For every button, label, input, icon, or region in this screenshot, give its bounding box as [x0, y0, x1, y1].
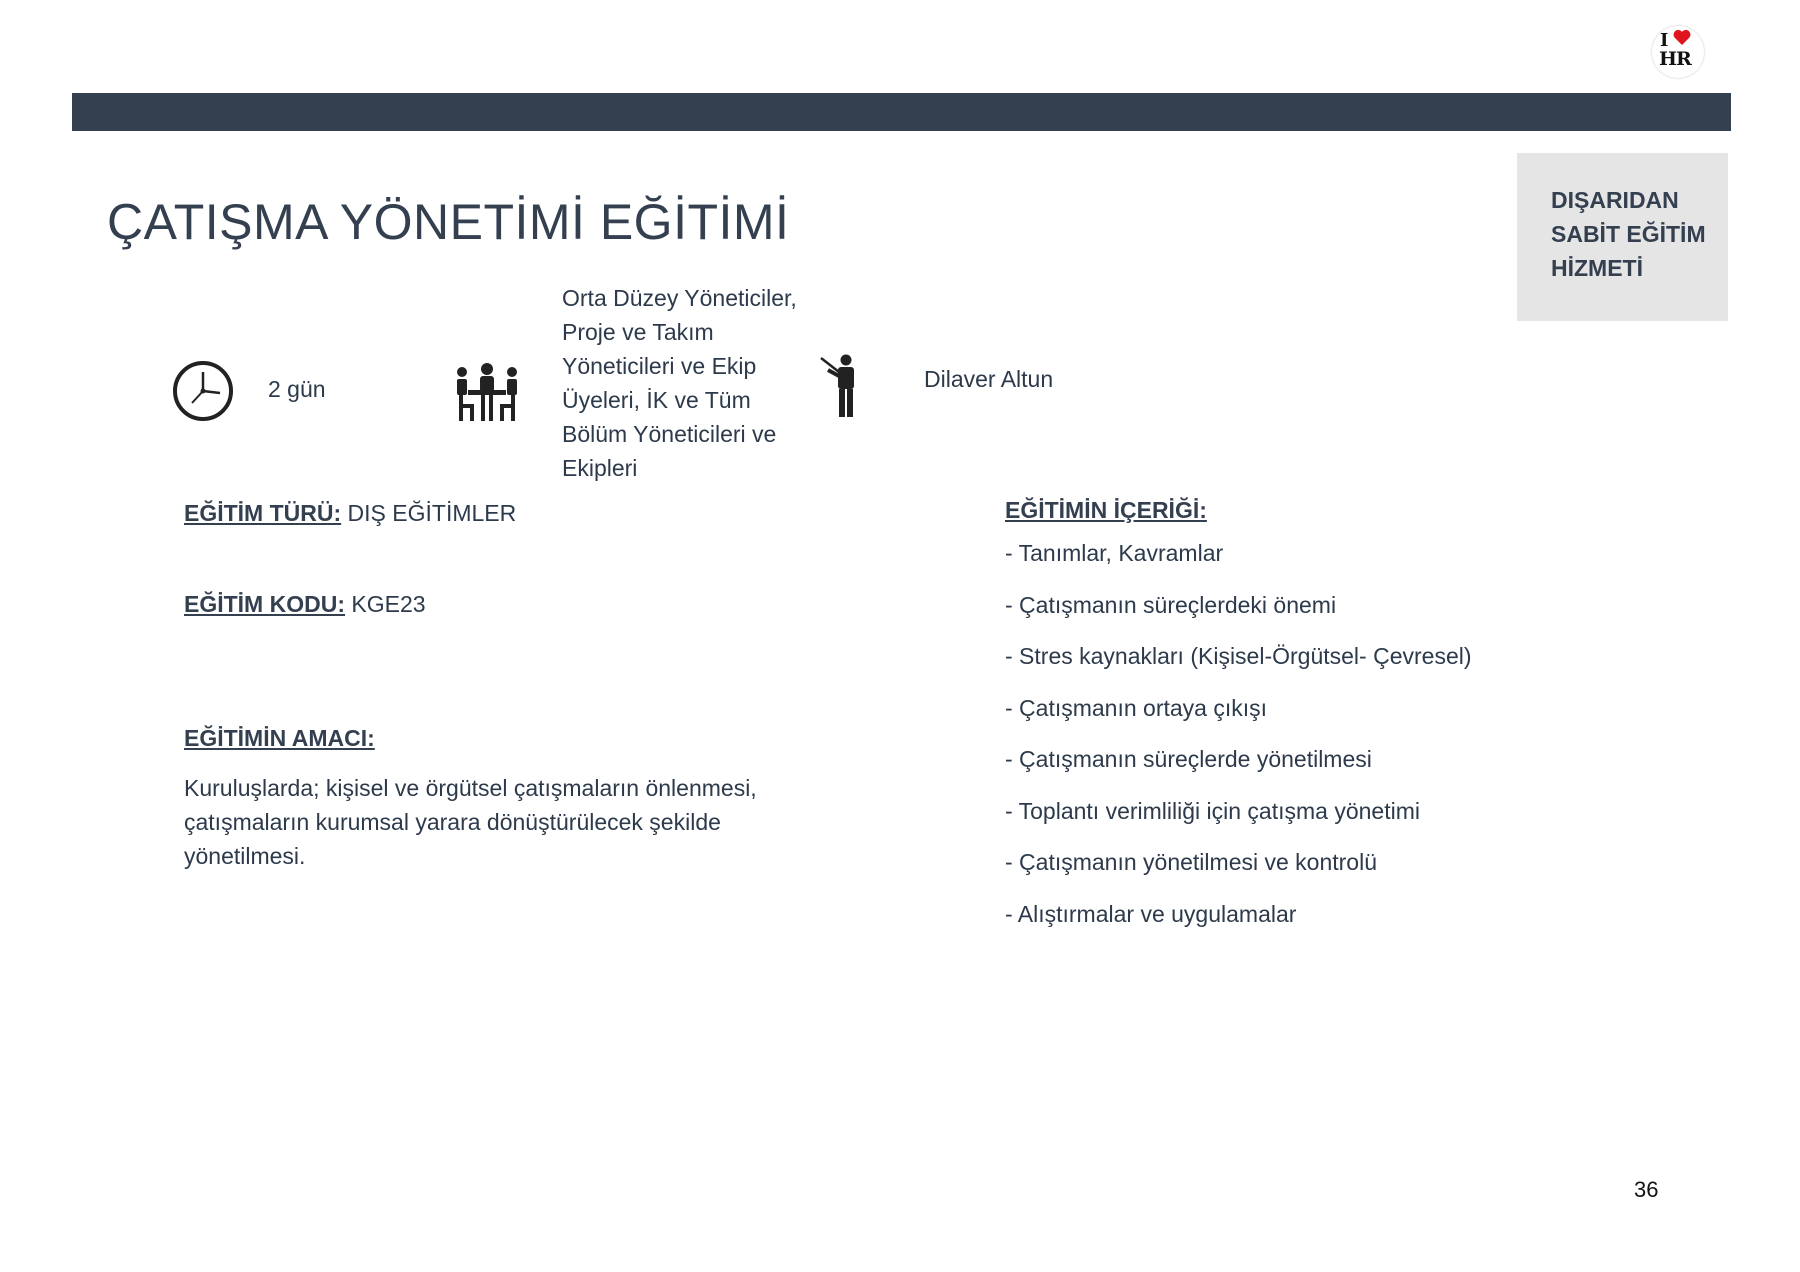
audience-value: Orta Düzey Yöneticiler, Proje ve Takım Yöneticileri ve Ekip Üyeleri, İK ve Tüm Bölüm Yöneticileri ve Ekipleri	[562, 285, 797, 481]
list-item: - Tanımlar, Kavramlar	[1005, 540, 1224, 566]
list-item: - Çatışmanın süreçlerde yönetilmesi	[1005, 746, 1372, 772]
tag-line: SABİT EĞİTİM	[1551, 221, 1706, 247]
list-item: - Stres kaynakları (Kişisel-Örgütsel- Çevresel)	[1005, 643, 1472, 669]
heart-icon	[1672, 27, 1692, 47]
list-item: - Çatışmanın süreçlerdeki önemi	[1005, 591, 1337, 618]
logo-text-i: I	[1660, 30, 1669, 51]
duration-value: 2 gün	[268, 376, 326, 402]
purpose-heading: EĞİTİMİN AMACI:	[184, 725, 375, 751]
presenter-icon	[818, 354, 860, 418]
tag-line: HİZMETİ	[1551, 255, 1643, 281]
training-type-value: DIŞ EĞİTİMLER	[347, 500, 517, 526]
training-code-label: EĞİTİM KODU:	[184, 591, 345, 617]
page-title: ÇATIŞMA YÖNETİMİ EĞİTİMİ	[107, 194, 790, 250]
header-band	[72, 93, 1731, 131]
content-list	[1005, 540, 1472, 952]
training-code	[184, 591, 426, 618]
logo-text-hr: HR	[1659, 48, 1691, 70]
tag-line: DIŞARIDAN	[1551, 187, 1679, 213]
training-type-label: EĞİTİM TÜRÜ:	[184, 500, 342, 526]
meeting-people-icon	[454, 362, 520, 424]
training-code-value: KGE23	[351, 591, 426, 617]
clock-icon	[172, 360, 234, 422]
training-type	[184, 500, 516, 527]
trainer-name: Dilaver Altun	[924, 366, 1054, 392]
list-item: - Toplantı verimliliği için çatışma yönetimi	[1005, 797, 1420, 824]
content-heading: EĞİTİMİN İÇERİĞİ:	[1005, 497, 1207, 523]
list-item: - Çatışmanın ortaya çıkışı	[1005, 694, 1268, 721]
purpose-text: Kuruluşlarda; kişisel ve örgütsel çatışmaların önlenmesi, çatışmaların kurumsal yarara dönüştürülecek şekilde yönetilmesi.	[184, 775, 757, 869]
service-type-text	[1551, 183, 1721, 285]
list-item: - Alıştırmalar ve uygulamalar	[1005, 900, 1297, 927]
list-item: - Çatışmanın yönetilmesi ve kontrolü	[1005, 849, 1377, 875]
page-number: 36	[1634, 1177, 1659, 1202]
brand-logo	[1652, 26, 1704, 78]
service-type-tag	[1517, 153, 1728, 321]
